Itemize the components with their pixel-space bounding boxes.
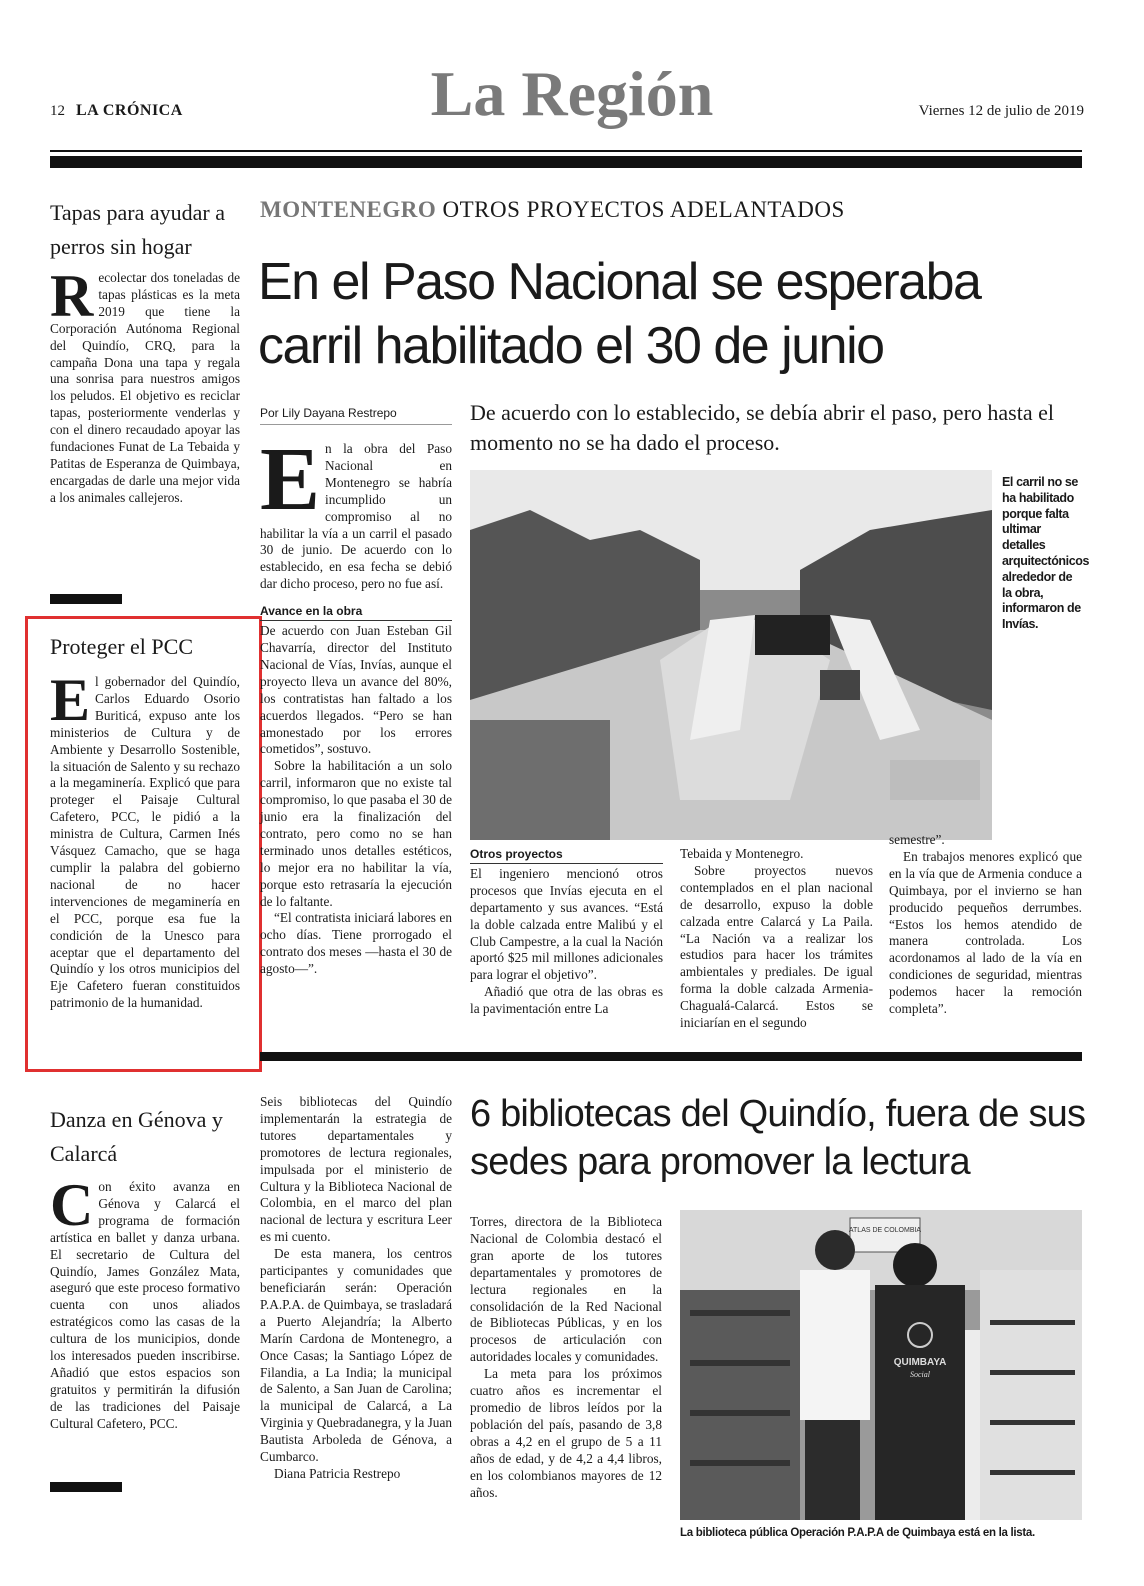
paragraph: La meta para los próximos cuatro años es incrementar el promedio de libros leídos por la población del país, pasando de 3,8 obras a 4,2 en el grupo de 5 a 11 años de edad, y de 4,2 a 4,4 libros, en los colombianos mayores de 12 años. xyxy=(470,1366,662,1500)
paragraph: Añadió que otra de las obras es la pavimentación entre La xyxy=(470,984,663,1017)
subhead-avance: Avance en la obra xyxy=(260,603,452,621)
construction-photo xyxy=(470,470,992,840)
section-title: La Región xyxy=(430,58,714,129)
paragraph: “El contratista iniciará labores en ocho días. Tiene prorrogado el contrato dos meses —hasta el 30 de agosto—”. xyxy=(260,910,452,977)
paragraph: El ingeniero mencionó otros procesos que Invías ejecuta en el departamento y sus avances. “Está la doble calzada entre Malibú y el Club Campestre, a la cual la Nación aportó $25 mil millones adicionales para lograr el objetivo”. xyxy=(470,865,663,983)
deck: De acuerdo con lo establecido, se debía abrir el paso, pero hasta el momento no se ha dado el proceso. xyxy=(470,400,1054,455)
paragraph: Sobre la habilitación a un solo carril, informaron que no existe tal compromiso, lo que pasaba el 30 de junio era la finalización del contrato, pero como no se han terminado unos detalles estéticos, lo mejor era no habilitar la vía, porque esto retrasaría la ejecución de lo faltante. xyxy=(260,758,452,909)
brief-end-rule xyxy=(50,1482,122,1492)
drop-cap: E xyxy=(260,430,321,529)
drop-cap: E xyxy=(50,667,91,733)
paragraph: Sobre proyectos nuevos contemplados en el plan nacional de desarrollo, expuso la doble calzada entre Calarcá y La Paila. “La Nación va a realizar los estudios para hacer los trámites ambientales y prediales. De igual forma la doble calzada Armenia-Chagualá-Calarcá. Estos se iniciarían en el segundo xyxy=(680,862,873,1031)
sign-text: ATLAS DE COLOMBIA xyxy=(848,1227,922,1234)
library-headline: 6 bibliotecas del Quindío, fuera de sus sedes para promover la lectura xyxy=(470,1093,1086,1183)
library-photo-caption: La biblioteca pública Operación P.A.P.A de Quimbaya está en la lista. xyxy=(680,1527,1035,1539)
library-photo xyxy=(680,1210,1082,1520)
issue-date: Viernes 12 de julio de 2019 xyxy=(918,103,1084,119)
brief-end-rule xyxy=(50,594,122,604)
paragraph: En trabajos menores explicó que en la vía que de Armenia conduce a Quimbaya, por el invierno se han producido pequeños derrumbes. “Estos los hemos atendido de manera controlada. Los acordonamos al lado de la vía en condiciones de seguridad, mientras podemos hacer la remoción completa”. xyxy=(889,848,1082,1017)
kicker-place: MONTENEGRO xyxy=(260,197,437,222)
main-column-3 xyxy=(680,846,873,1032)
byline-rule xyxy=(260,424,452,425)
brief-body: Recolectar dos toneladas de tapas plásticas es la meta 2019 que tiene la Corporación Autónoma Regional del Quindío, CRQ, para la campaña Dona una tapa y regala una sonrisa para nuestros amigos los peludos. El objetivo es reciclar tapas, posteriormente venderlas y con el dinero recaudado apoyar las fundaciones Funat de La Tebaida y Patitas de Esperanza de Quimbaya, encargadas de darle una mejor vida a los animales callejeros. xyxy=(50,263,240,505)
brief-pcc xyxy=(50,632,240,1012)
vest-sub: Social xyxy=(910,1370,930,1379)
brief-tapas xyxy=(50,196,240,507)
page-number: 12 xyxy=(50,103,65,119)
drop-cap: R xyxy=(50,263,94,329)
headline: En el Paso Nacional se esperaba carril habilitado el 30 de junio xyxy=(258,253,981,375)
main-column-1 xyxy=(260,430,452,978)
kicker-text: OTROS PROYECTOS ADELANTADOS xyxy=(442,197,845,222)
paragraph: Seis bibliotecas del Quindío implementarán la estrategia de tutores departamentales y promotores de lectura regionales, impulsada por el ministerio de Cultura y la Biblioteca Nacional de Colombia, en el marco del plan nacional de lectura y escritura Leer es mi cuento. xyxy=(260,1094,452,1245)
paragraph: Torres, directora de la Biblioteca Nacional de Colombia destacó el gran aporte de los tutores departamentales y promotores de lectura regionales en la consolidación de la Red Nacional de Bibliotecas Públicas, y en los procesos de articulación con autoridades locales y comunidades. xyxy=(470,1214,662,1365)
main-column-2 xyxy=(470,846,663,1018)
brief-title: Tapas para ayudar a perros sin hogar xyxy=(50,200,225,259)
paragraph: semestre”. xyxy=(889,832,945,847)
library-column-2 xyxy=(470,1214,662,1501)
photo-caption: El carril no se ha habilitado porque falta ultimar detalles arquitectónicos alrededor de la obra, informaron de Invías. xyxy=(1002,475,1090,632)
construction-photo-art xyxy=(470,470,992,840)
masthead-rule-thin xyxy=(50,150,1082,152)
paragraph: De acuerdo con Juan Esteban Gil Chavarría, director del Instituto Nacional de Vías, Invías, aunque el proyecto lleva un avance del 80%, los contratistas han faltado a los acuerdos llegados. “Pero se han amonestado por los errores cometidos”, sostuvo. xyxy=(260,623,452,757)
paper-name: LA CRÓNICA xyxy=(76,102,183,119)
byline: Por Lily Dayana Restrepo xyxy=(260,406,397,420)
brief-title: Danza en Génova y Calarcá xyxy=(50,1107,223,1166)
kicker xyxy=(260,197,845,223)
vest-text: QUIMBAYA xyxy=(893,1357,947,1368)
library-photo-art xyxy=(680,1210,1082,1520)
brief-danza xyxy=(50,1103,240,1433)
brief-body: Con éxito avanza en Génova y Calarcá el programa de formación artística en ballet y danza urbana. El secretario de Cultura del Quindío, James González Mata, aseguró que este proceso formativo cuenta con unos aliados estratégicos como las casas de la cultura de los municipios, donde los interesados pueden inscribirse. Añadió que estos espacios son gratuitos y permitirán la difusión de las tradiciones del Paisaje Cultural Cafetero, PCC. xyxy=(50,1172,240,1431)
subhead-otros: Otros proyectos xyxy=(470,846,663,864)
brief-body: El gobernador del Quindío, Carlos Eduardo Osorio Buriticá, expuso ante los ministerios de Cultura y de Ambiente y Desarrollo Sostenible, la situación de Salento y su rechazo a la megaminería. Explicó que para proteger el Paisaje Cultural Cafetero, PCC, le pidió a la ministra de Cultura, Carmen Inés Vásquez Camacho, que se haga cumplir la palabra del gobierno nacional de no hacer intervenciones de megaminería en el PCC, porque esa fue la condición de la Unesco para aceptar que el departamento del Quindío y los otros municipios del Eje Cafetero fueran constituidos patrimonio de la humanidad. xyxy=(50,667,240,1011)
paragraph: Tebaida y Montenegro. xyxy=(680,846,804,861)
paragraph: Diana Patricia Restrepo xyxy=(274,1465,401,1481)
section-rule xyxy=(260,1052,1082,1061)
brief-title: Proteger el PCC xyxy=(50,634,193,659)
main-column-4 xyxy=(889,832,1082,1018)
library-column-1 xyxy=(260,1094,452,1483)
paragraph: De esta manera, los centros participantes y comunidades que beneficiarán serán: Operación P.A.P.A. de Quimbaya, se trasladará a Puerto Alejandría; la Alberto Marín Cardona de Montenegro, a Once Casas; la Santiago López de Filandia, a La India; la municipal de Salento, a San Juan de Carolina; la municipal de Calarcá, a La Virginia y Quebradanegra, y la Juan Bautista Arboleda de Génova, a Cumbarco. xyxy=(260,1246,452,1465)
masthead-rule-thick xyxy=(50,156,1082,168)
drop-cap: C xyxy=(50,1172,94,1238)
lead-paragraph: n la obra del Paso Nacional en Montenegro se habría incumplido un compromiso al no habilitar la vía a un carril el pasado 30 de junio. De acuerdo con lo establecido, en esa fecha se debió dar dicho proceso, pero no fue así. xyxy=(260,441,452,592)
